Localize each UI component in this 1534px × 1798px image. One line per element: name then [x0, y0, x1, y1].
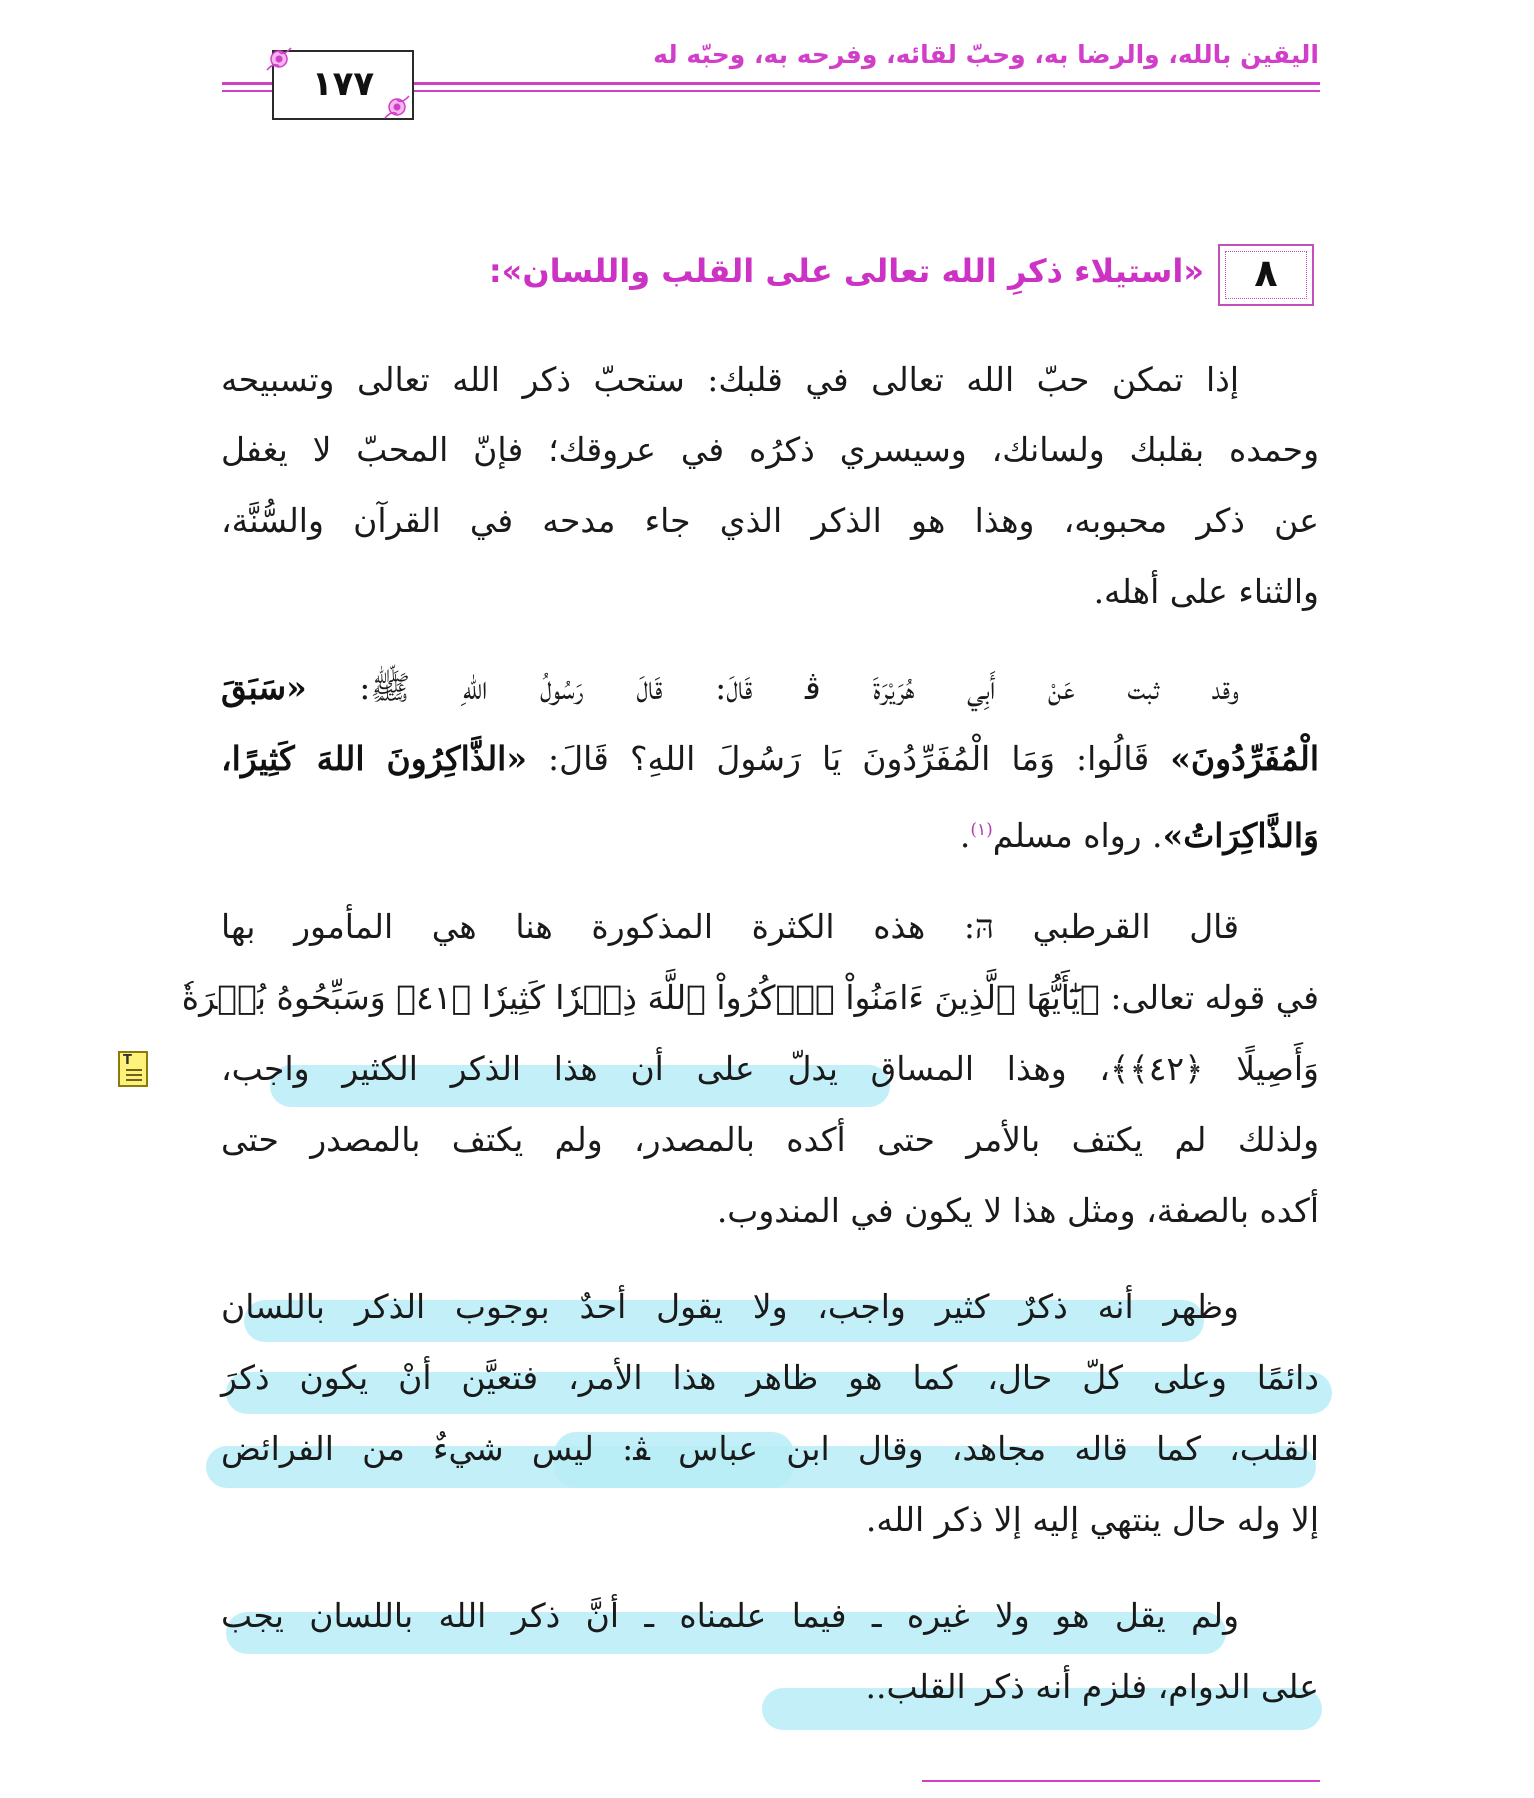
hadith-text: . رواه مسلم: [992, 816, 1163, 855]
section-number: ٨: [1254, 251, 1278, 295]
hadith-quote: الْمُفَرِّدُونَ»: [1170, 739, 1319, 778]
paragraph-line: وظهر أنه ذكرٌ كثير واجب، ولا يقول أحدٌ بوجوب الذكر باللسان: [221, 1287, 1239, 1326]
paragraph-line: ولم يقل هو ولا غيره ـ فيما علمناه ـ أنَّ ذكر الله باللسان يجب: [221, 1596, 1239, 1635]
paragraph-line: والثناء على أهله.: [1093, 572, 1319, 611]
paragraph-line: دائمًا وعلى كلّ حال، كما هو ظاهر هذا الأمر، فتعيَّن أنْ يكون ذكرَ: [221, 1358, 1319, 1397]
paragraph-line: [221, 735, 1319, 783]
note-icon[interactable]: T: [118, 1051, 148, 1087]
paragraph-line: إلا وله حال ينتهي إليه إلا ذكر الله.: [865, 1500, 1319, 1539]
rose-ornament-icon: [380, 90, 414, 124]
paragraph-line: [221, 664, 1319, 712]
paragraph-line: على الدوام، فلزم أنه ذكر القلب..: [865, 1667, 1319, 1706]
page-number: ١٧٧: [311, 64, 375, 104]
paragraph-line: القلب، كما قاله مجاهد، وقال ابن عباس ﭭ: ليس شيءٌ من الفرائض: [221, 1429, 1319, 1468]
paragraph-line: قال القرطبي הּ: هذه الكثرة المذكورة هنا هي المأمور بها: [221, 907, 1239, 946]
hadith-quote: «الذَّاكِرُونَ اللهَ كَثِيرًا،: [221, 739, 527, 778]
hadith-text: قَالُوا: وَمَا الْمُفَرِّدُونَ يَا رَسُولَ اللهِ؟ قَالَ:: [526, 739, 1171, 778]
hadith-quote: «سَبَقَ: [221, 668, 307, 707]
paragraph-line: أكده بالصفة، ومثل هذا لا يكون في المندوب.: [716, 1191, 1319, 1230]
running-header-title: اليقين بالله، والرضا به، وحبّ لقائه، وفرحه به، وحبّه له: [653, 40, 1319, 69]
paragraph-line: إذا تمكن حبّ الله تعالى في قلبك: ستحبّ ذكر الله تعالى وتسبيحه: [221, 360, 1239, 399]
section-title: «استيلاء ذكرِ الله تعالى على القلب واللسان»:: [488, 252, 1204, 290]
rose-ornament-icon: [262, 42, 296, 76]
paragraph-line: في قوله تعالى: ﴿يَٰٓأَيُّهَا ٱلَّذِينَ ءَامَنُواْ ٱذۡكُرُواْ ٱللَّهَ ذِكۡرٗا كَثِيرٗا ﴿٤١﴾ وَسَبِّحُوهُ بُكۡرَةٗ: [181, 978, 1319, 1017]
footnote-separator: [922, 1780, 1320, 1782]
paragraph-line: ولذلك لم يكتف بالأمر حتى أكده بالمصدر، ولم يكتف بالمصدر حتى: [221, 1120, 1319, 1159]
paragraph-line: وَالذَّاكِرَاتُ». رواه مسلم$^{(١)}$.: [959, 816, 1319, 855]
footnote-marker[interactable]: (١): [970, 820, 993, 840]
hadith-text: وقد ثبت عَنْ أَبِي هُرَيْرَةَ ﭬ قَالَ: قَالَ رَسُولُ اللهِ ﷺ:: [306, 668, 1239, 707]
hadith-quote: وَالذَّاكِرَاتُ»: [1162, 816, 1319, 855]
paragraph-line: وحمده بقلبك ولسانك، وسيسري ذكرُه في عروقك؛ فإنّ المحبّ لا يغفل: [221, 430, 1319, 469]
paragraph-line: وَأَصِيلًا ﴿٤٢﴾﴾، وهذا المساق يدلّ على أن هذا الذكر الكثير واجب،: [221, 1049, 1319, 1088]
paragraph-line: عن ذكر محبوبه، وهذا هو الذكر الذي جاء مدحه في القرآن والسُّنَّة،: [221, 501, 1319, 540]
section-number-frame: [1218, 244, 1314, 306]
